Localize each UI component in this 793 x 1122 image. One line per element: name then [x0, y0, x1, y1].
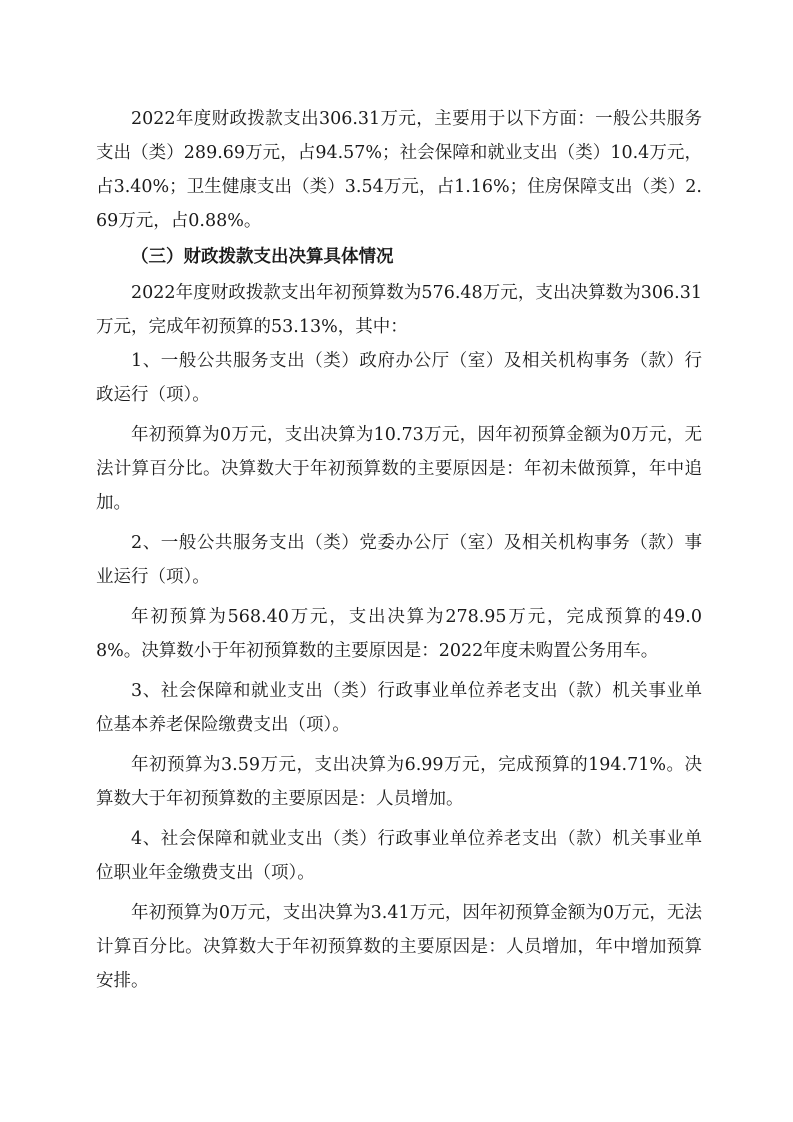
- paragraph-item-3-title: 3、社会保障和就业支出（类）行政事业单位养老支出（款）机关事业单位基本养老保险缴费支出（项）。: [96, 681, 702, 735]
- paragraph-item-1-detail: 年初预算为0万元，支出决算为10.73万元，因年初预算金额为0万元，无法计算百分比。决算数大于年初预算数的主要原因是：年初未做预算，年中追加。: [96, 425, 702, 513]
- paragraph-item-1-title: 1、一般公共服务支出（类）政府办公厅（室）及相关机构事务（款）行政运行（项）。: [96, 351, 702, 405]
- section-heading-3: （三）财政拨款支出决算具体情况: [131, 247, 394, 267]
- paragraph-item-4-title: 4、社会保障和就业支出（类）行政事业单位养老支出（款）机关事业单位职业年金缴费支出（项）。: [96, 829, 702, 883]
- paragraph-item-2-title: 2、一般公共服务支出（类）党委办公厅（室）及相关机构事务（款）事业运行（项）。: [96, 533, 702, 587]
- document-body: [96, 102, 702, 998]
- paragraph-item-4-detail: 年初预算为0万元，支出决算为3.41万元，因年初预算金额为0万元，无法计算百分比。决算数大于年初预算数的主要原因是：人员增加，年中增加预算安排。: [96, 903, 702, 991]
- paragraph-item-2-detail: 年初预算为568.40万元，支出决算为278.95万元，完成预算的49.08%。决算数小于年初预算数的主要原因是：2022年度未购置公务用车。: [96, 607, 702, 661]
- paragraph-expenditure-summary: 2022年度财政拨款支出306.31万元，主要用于以下方面：一般公共服务支出（类）289.69万元，占94.57%；社会保障和就业支出（类）10.4万元，占3.40%；卫生健康支出（类）3.54万元，占1.16%；住房保障支出（类）2.69万元，占0.88%。: [96, 109, 702, 231]
- paragraph-item-3-detail: 年初预算为3.59万元，支出决算为6.99万元，完成预算的194.71%。决算数大于年初预算数的主要原因是：人员增加。: [96, 755, 702, 809]
- paragraph-budget-overview: 2022年度财政拨款支出年初预算数为576.48万元，支出决算数为306.31万元，完成年初预算的53.13%，其中：: [96, 283, 702, 337]
